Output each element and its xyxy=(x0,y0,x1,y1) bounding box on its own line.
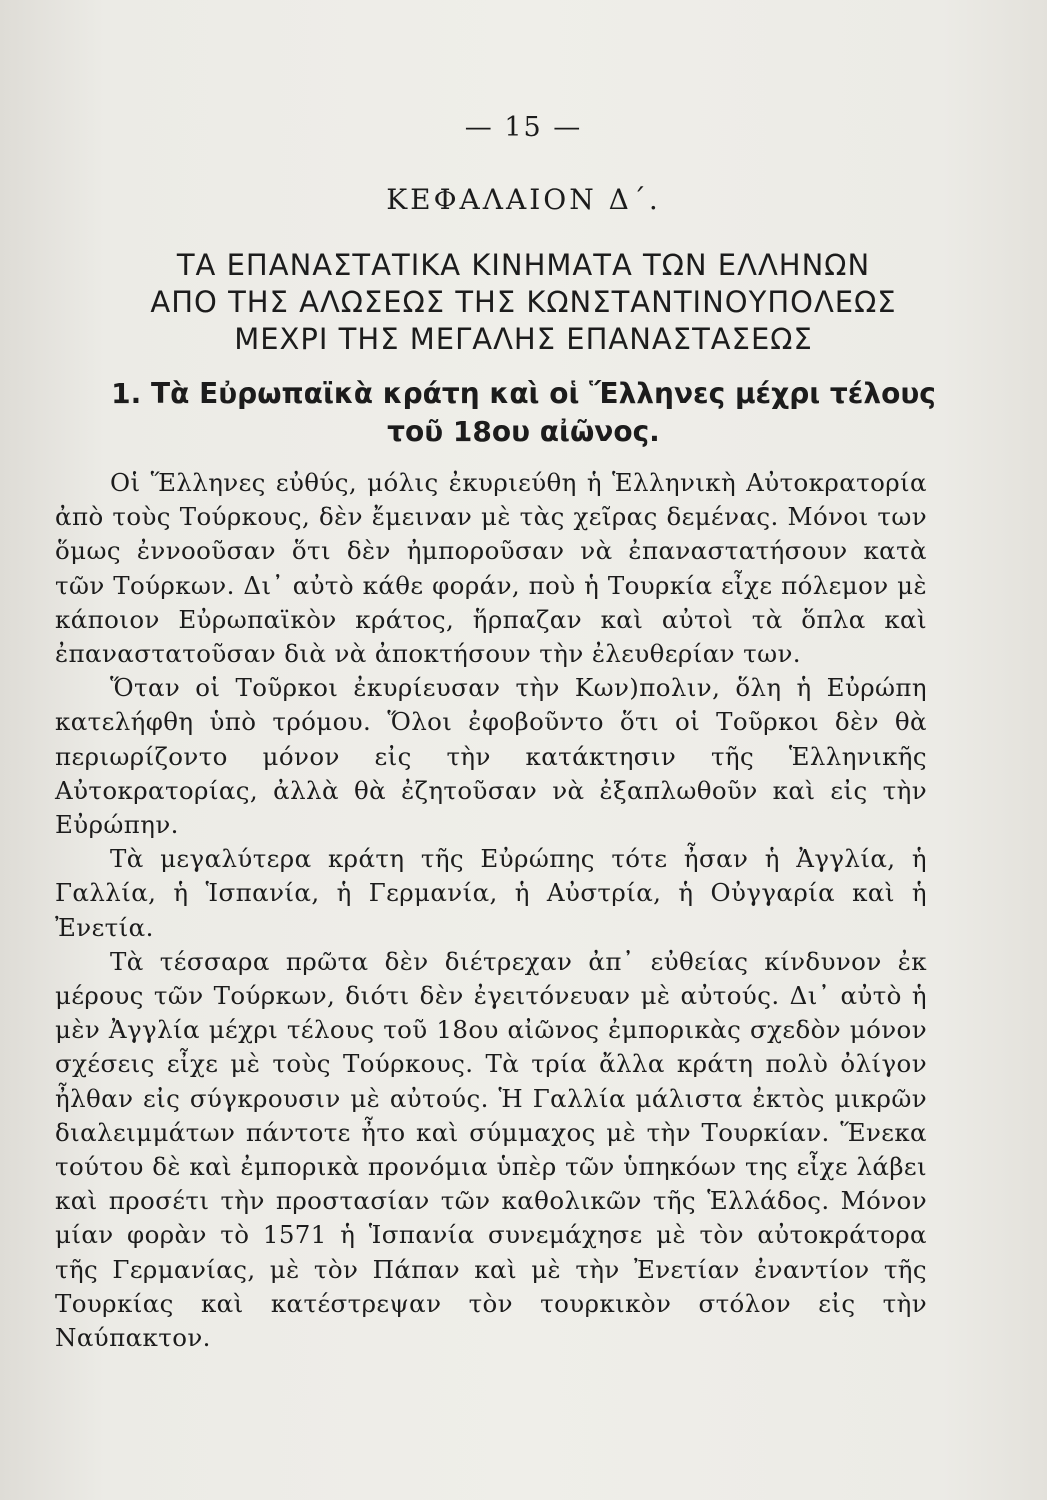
chapter-title-line: ΤΑ ΕΠΑΝΑΣΤΑΤΙΚΑ ΚΙΝΗΜΑΤΑ ΤΩΝ ΕΛΛΗΝΩΝ xyxy=(176,248,871,282)
page-number: — 15 — xyxy=(464,112,583,143)
chapter-title-line: ΑΠΟ ΤΗΣ ΑΛΩΣΕΩΣ ΤΗΣ ΚΩΝΣΤΑΝΤΙΝΟΥΠΟΛΕΩΣ xyxy=(150,285,897,319)
body-text xyxy=(55,466,927,1355)
section-heading xyxy=(0,375,1047,451)
section-heading-line: τοῦ 18ου αἰῶνος. xyxy=(387,415,660,448)
paragraph: Οἱ Ἕλληνες εὐθύς, μόλις ἐκυριεύθη ἡ Ἑλληνικὴ Αὐτοκρατορία ἀπὸ τοὺς Τούρκους, δὲν ἔμειναν μὲ τὰς χεῖρας δεμένας. Μόνοι των ὅμως ἐννοοῦσαν ὅτι δὲν ἠμποροῦσαν νὰ ἐπαναστατήσουν κατὰ τῶν Τούρκων. Δι᾿ αὐτὸ κάθε φοράν, ποὺ ἡ Τουρκία εἶχε πόλεμον μὲ κάποιον Εὐρωπαϊκὸν κράτος, ἥρπαζαν καὶ αὐτοὶ τὰ ὅπλα καὶ ἐπαναστατοῦσαν διὰ νὰ ἀποκτήσουν τὴν ἐλευθερίαν των. xyxy=(55,468,927,669)
chapter-title xyxy=(0,247,1047,358)
paragraph: Ὅταν οἱ Τοῦρκοι ἐκυρίευσαν τὴν Κων)πολιν, ὅλη ἡ Εὐρώπη κατελήφθη ὑπὸ τρόμου. Ὅλοι ἐφοβοῦντο ὅτι οἱ Τοῦρκοι δὲν θὰ περιωρίζοντο μόνον εἰς τὴν κατάκτησιν τῆς Ἑλληνικῆς Αὐτοκρατορίας, ἀλλὰ θὰ ἐζητοῦσαν νὰ ἐξαπλωθοῦν καὶ εἰς τὴν Εὐρώπην. xyxy=(55,673,927,840)
chapter-title-line: ΜΕΧΡΙ ΤΗΣ ΜΕΓΑΛΗΣ ΕΠΑΝΑΣΤΑΣΕΩΣ xyxy=(234,322,813,356)
section-heading-line: 1. Τὰ Εὐρωπαϊκὰ κράτη καὶ οἱ Ἕλληνες μέχρι τέλους xyxy=(111,377,936,410)
paragraph: Τὰ τέσσαρα πρῶτα δὲν διέτρεχαν ἀπ᾿ εὐθείας κίνδυνον ἐκ μέρους τῶν Τούρκων, διότι δὲν ἐγειτόνευαν μὲ αὐτούς. Δι᾿ αὐτὸ ἡ μὲν Ἀγγλία μέχρι τέλους τοῦ 18ου αἰῶνος ἐμπορικὰς σχεδὸν μόνον σχέσεις εἶχε μὲ τοὺς Τούρκους. Τὰ τρία ἄλλα κράτη πολὺ ὀλίγον ἦλθαν εἰς σύγκρουσιν μὲ αὐτούς. Ἡ Γαλλία μάλιστα ἐκτὸς μικρῶν διαλειμμάτων πάντοτε ἦτο καὶ σύμμαχος μὲ τὴν Τουρκίαν. Ἕνεκα τούτου δὲ καὶ ἐμπορικὰ προνόμια ὑπὲρ τῶν ὑπηκόων της εἶχε λάβει καὶ προσέτι τὴν προστασίαν τῶν καθολικῶν τῆς Ἑλλάδος. Μόνον μίαν φορὰν τὸ 1571 ἡ Ἱσπανία συνεμάχησε μὲ τὸν αὐτοκράτορα τῆς Γερμανίας, μὲ τὸν Πάπαν καὶ μὲ τὴν Ἐνετίαν ἐναντίον τῆς Τουρκίας καὶ κατέστρεψαν τὸν τουρκικὸν στόλον εἰς τὴν Ναύπακτον. xyxy=(55,946,927,1353)
paragraph: Τὰ μεγαλύτερα κράτη τῆς Εὐρώπης τότε ἦσαν ἡ Ἀγγλία, ἡ Γαλλία, ἡ Ἱσπανία, ἡ Γερμανία, ἡ Αὐστρία, ἡ Οὐγγαρία καὶ ἡ Ἐνετία. xyxy=(55,844,927,942)
chapter-heading: ΚΕΦΑΛΑΙΟΝ Δ΄. xyxy=(386,183,661,216)
